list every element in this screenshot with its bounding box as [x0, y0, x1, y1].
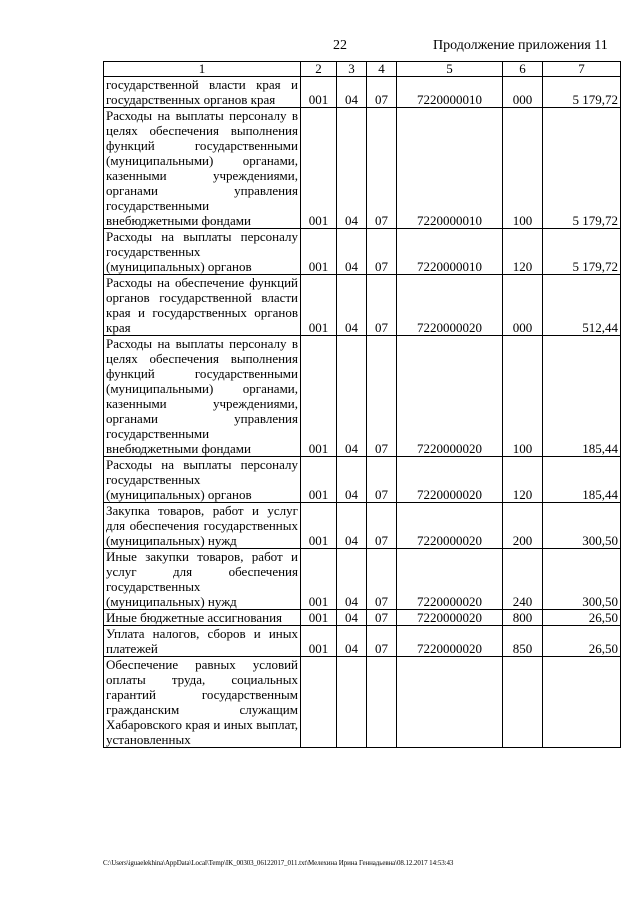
cell-target-article: 7220000020 [397, 549, 503, 610]
cell-subsection [367, 657, 397, 748]
column-header: 6 [503, 62, 543, 77]
cell-section: 04 [337, 336, 367, 457]
table-row [104, 275, 621, 336]
cell-subsection: 07 [367, 336, 397, 457]
footer-file-path: C:\Users\iguaelekhina\AppData\Local\Temp\IK_00303_06122017_011.txt\Мелехина Ирина Геннадьевна\08.12.2017 14:53:43 [103, 859, 454, 867]
cell-target-article: 7220000020 [397, 275, 503, 336]
cell-code: 001 [301, 77, 337, 108]
table-row [104, 610, 621, 626]
table-row [104, 503, 621, 549]
cell-code: 001 [301, 610, 337, 626]
cell-section: 04 [337, 108, 367, 229]
row-description: государственной власти края и государственных органов края [104, 77, 301, 108]
column-header: 4 [367, 62, 397, 77]
cell-expense-type: 120 [503, 457, 543, 503]
cell-code: 001 [301, 275, 337, 336]
column-header: 3 [337, 62, 367, 77]
cell-section: 04 [337, 610, 367, 626]
row-description: Иные закупки товаров, работ и услуг для обеспечения государственных (муниципальных) нужд [104, 549, 301, 610]
cell-subsection: 07 [367, 610, 397, 626]
column-header: 5 [397, 62, 503, 77]
cell-target-article: 7220000010 [397, 77, 503, 108]
row-description: Расходы на выплаты персоналу в целях обеспечения выполнения функций государственными (муниципальными) органами, казенными учреждениями, органами управления государственными внебюджетными фондами [104, 108, 301, 229]
cell-target-article: 7220000020 [397, 626, 503, 657]
cell-code: 001 [301, 503, 337, 549]
column-header: 2 [301, 62, 337, 77]
cell-section [337, 657, 367, 748]
cell-expense-type: 000 [503, 275, 543, 336]
cell-expense-type: 850 [503, 626, 543, 657]
cell-subsection: 07 [367, 503, 397, 549]
cell-expense-type: 000 [503, 77, 543, 108]
table-row [104, 336, 621, 457]
cell-section: 04 [337, 503, 367, 549]
cell-amount [543, 657, 621, 748]
row-description: Расходы на обеспечение функций органов государственной власти края и государственных органов края [104, 275, 301, 336]
table-row [104, 457, 621, 503]
cell-code [301, 657, 337, 748]
cell-code: 001 [301, 549, 337, 610]
row-description: Расходы на выплаты персоналу в целях обеспечения выполнения функций государственными (муниципальными) органами, казенными учреждениями, органами управления государственными внебюджетными фондами [104, 336, 301, 457]
row-description: Расходы на выплаты персоналу государственных (муниципальных) органов [104, 457, 301, 503]
cell-section: 04 [337, 626, 367, 657]
cell-subsection: 07 [367, 626, 397, 657]
cell-amount: 5 179,72 [543, 229, 621, 275]
row-description: Уплата налогов, сборов и иных платежей [104, 626, 301, 657]
cell-section: 04 [337, 77, 367, 108]
cell-subsection: 07 [367, 229, 397, 275]
cell-target-article: 7220000020 [397, 503, 503, 549]
cell-target-article: 7220000010 [397, 229, 503, 275]
cell-amount: 26,50 [543, 610, 621, 626]
table-row [104, 549, 621, 610]
cell-subsection: 07 [367, 457, 397, 503]
cell-amount: 300,50 [543, 549, 621, 610]
column-header: 7 [543, 62, 621, 77]
cell-amount: 5 179,72 [543, 108, 621, 229]
cell-amount: 300,50 [543, 503, 621, 549]
cell-amount: 185,44 [543, 336, 621, 457]
cell-subsection: 07 [367, 549, 397, 610]
cell-amount: 185,44 [543, 457, 621, 503]
table-row [104, 626, 621, 657]
table-row [104, 657, 621, 748]
cell-section: 04 [337, 549, 367, 610]
table-row [104, 108, 621, 229]
page-number: 22 [333, 38, 347, 53]
cell-expense-type: 240 [503, 549, 543, 610]
budget-table [103, 61, 621, 748]
cell-expense-type [503, 657, 543, 748]
cell-code: 001 [301, 229, 337, 275]
row-description: Иные бюджетные ассигнования [104, 610, 301, 626]
cell-section: 04 [337, 229, 367, 275]
cell-subsection: 07 [367, 108, 397, 229]
cell-expense-type: 120 [503, 229, 543, 275]
cell-section: 04 [337, 275, 367, 336]
cell-target-article: 7220000020 [397, 336, 503, 457]
cell-expense-type: 100 [503, 336, 543, 457]
cell-code: 001 [301, 108, 337, 229]
cell-subsection: 07 [367, 77, 397, 108]
table-row [104, 229, 621, 275]
cell-target-article: 7220000020 [397, 610, 503, 626]
cell-amount: 512,44 [543, 275, 621, 336]
column-number-row [104, 62, 621, 77]
cell-code: 001 [301, 457, 337, 503]
cell-expense-type: 100 [503, 108, 543, 229]
cell-target-article [397, 657, 503, 748]
cell-amount: 5 179,72 [543, 77, 621, 108]
appendix-continuation-title: Продолжение приложения 11 [433, 38, 608, 53]
cell-code: 001 [301, 336, 337, 457]
table-row [104, 77, 621, 108]
cell-target-article: 7220000020 [397, 457, 503, 503]
cell-expense-type: 200 [503, 503, 543, 549]
cell-target-article: 7220000010 [397, 108, 503, 229]
cell-subsection: 07 [367, 275, 397, 336]
row-description: Расходы на выплаты персоналу государственных (муниципальных) органов [104, 229, 301, 275]
cell-expense-type: 800 [503, 610, 543, 626]
cell-amount: 26,50 [543, 626, 621, 657]
row-description: Обеспечение равных условий оплаты труда, социальных гарантий государственным гражданским служащим Хабаровского края и иных выплат, установленных [104, 657, 301, 748]
column-header: 1 [104, 62, 301, 77]
row-description: Закупка товаров, работ и услуг для обеспечения государственных (муниципальных) нужд [104, 503, 301, 549]
cell-code: 001 [301, 626, 337, 657]
cell-section: 04 [337, 457, 367, 503]
